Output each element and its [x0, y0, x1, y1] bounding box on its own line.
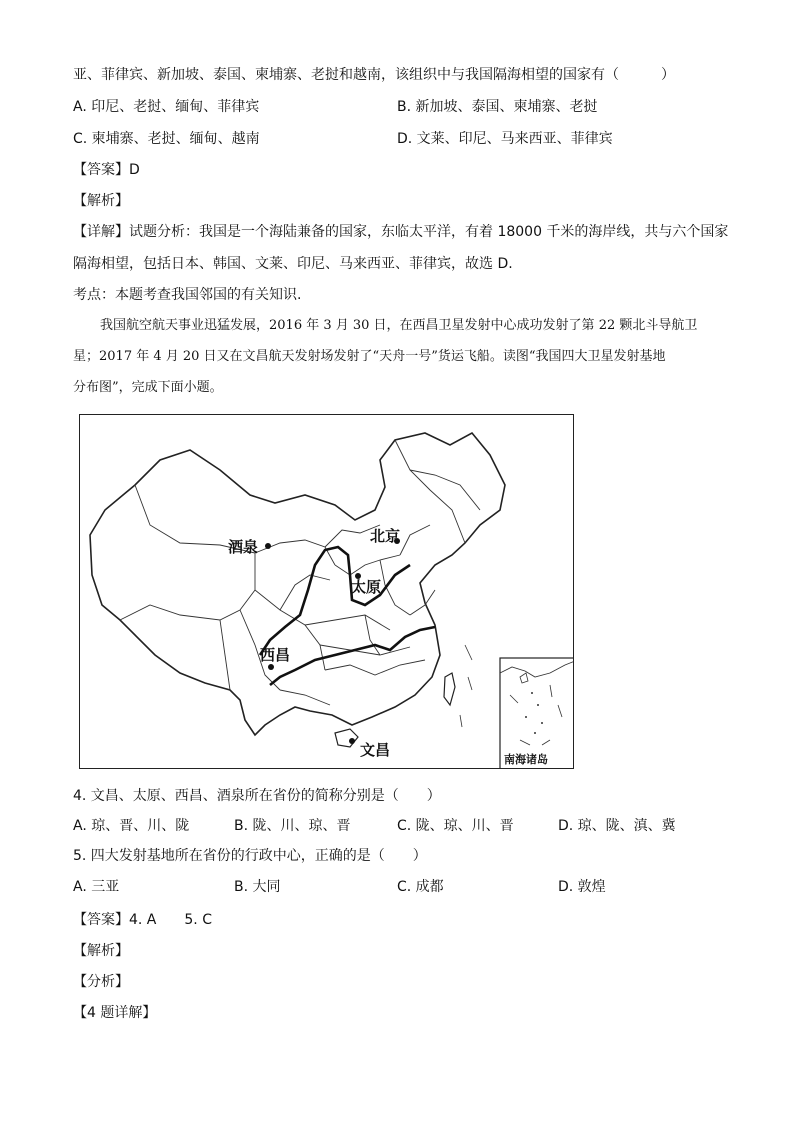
analysis-label-2: 【解析】: [73, 943, 129, 959]
jiuquan-label: 酒泉: [228, 538, 259, 556]
inset-label: 南海诸岛: [504, 753, 548, 766]
option-c: C. 柬埔寨、老挝、缅甸、越南: [73, 131, 260, 147]
answer-label-2: 【答案】4. A 5. C: [73, 912, 212, 928]
question-text: 亚、菲律宾、新加坡、泰国、柬埔寨、老挝和越南，该组织中与我国隔海相望的国家有（ ）: [73, 67, 675, 83]
q5-option-a: A. 三亚: [73, 879, 120, 895]
analysis-label: 【解析】: [73, 193, 129, 209]
yangtze-river: [270, 627, 435, 685]
option-a: A. 印尼、老挝、缅甸、菲律宾: [73, 99, 260, 115]
taiwan-island: [444, 673, 455, 705]
passage-line1: 我国航空航天事业迅猛发展，2016 年 3 月 30 日，在西昌卫星发射中心成功发射了第 22 颗北斗导航卫: [100, 318, 698, 333]
yellow-river: [260, 547, 410, 655]
q4-option-a: A. 琼、晋、川、陇: [73, 818, 190, 834]
q4-option-d: D. 琼、陇、滇、冀: [558, 818, 676, 834]
answer-label: 【答案】D: [73, 162, 140, 178]
hainan-island: [335, 729, 358, 747]
wenchang-marker: [349, 738, 355, 744]
map-svg: [80, 415, 574, 769]
q4-detail-label: 【4 题详解】: [73, 1005, 157, 1021]
south-china-sea-inset: [500, 658, 574, 769]
jiuquan-marker: [265, 543, 271, 549]
wenchang-label: 文昌: [360, 741, 391, 759]
china-launch-sites-map: [79, 414, 574, 769]
q5-option-d: D. 敦煌: [558, 879, 606, 895]
beijing-label: 北京: [370, 527, 401, 545]
option-b: B. 新加坡、泰国、柬埔寨、老挝: [397, 99, 598, 115]
xichang-label: 西昌: [260, 646, 291, 664]
q5-option-b: B. 大同: [234, 879, 281, 895]
detail-text-line1: 【详解】试题分析：我国是一个海陆兼备的国家，东临太平洋，有着 18000 千米的海岸线，共与六个国家: [73, 224, 729, 240]
kaodian-text: 考点：本题考查我国邻国的有关知识.: [73, 287, 302, 303]
passage-line3: 分布图”，完成下面小题。: [73, 380, 223, 395]
taiyuan-label: 太原: [351, 578, 382, 596]
detail-text-line2: 隔海相望，包括日本、韩国、文莱、印尼、马来西亚、菲律宾，故选 D.: [73, 256, 513, 272]
fenxi-label: 【分析】: [73, 974, 129, 990]
province-borders: [120, 440, 480, 705]
q5-option-c: C. 成都: [397, 879, 444, 895]
xichang-marker: [268, 664, 274, 670]
question-5-stem: 5. 四大发射基地所在省份的行政中心，正确的是（ ）: [73, 848, 427, 864]
option-d: D. 文莱、印尼、马来西亚、菲律宾: [397, 131, 613, 147]
q4-option-c: C. 陇、琼、川、晋: [397, 818, 514, 834]
q4-option-b: B. 陇、川、琼、晋: [234, 818, 351, 834]
passage-line2: 星；2017 年 4 月 20 日又在文昌航天发射场发射了“天舟一号”货运飞船。读图“我国四大卫星发射基地: [73, 349, 666, 364]
question-4-stem: 4. 文昌、太原、西昌、酒泉所在省份的简称分别是（ ）: [73, 788, 441, 804]
